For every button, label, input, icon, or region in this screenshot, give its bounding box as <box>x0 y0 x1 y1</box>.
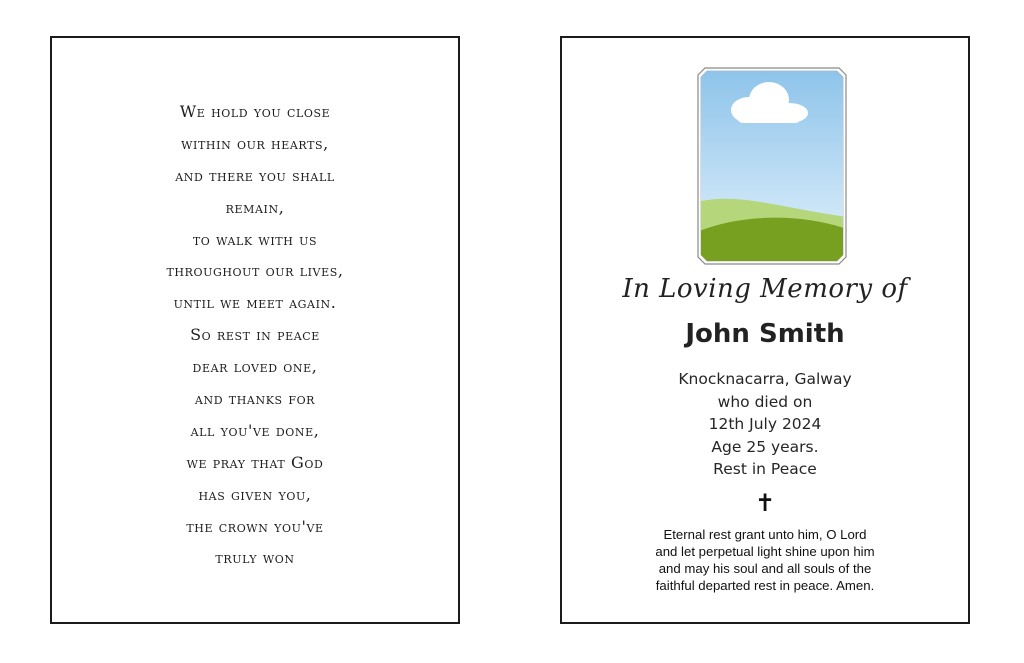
poem-line: and thanks for <box>194 389 316 409</box>
memorial-card <box>560 36 970 624</box>
poem-line: has given you, <box>198 484 312 504</box>
poem-line: and there you shall <box>175 165 335 185</box>
detail-address: Knocknacarra, Galway <box>678 370 852 388</box>
prayer-line: and let perpetual light shine upon him <box>655 544 875 559</box>
poem-line: within our hearts, <box>181 133 329 153</box>
poem-verse <box>52 96 458 574</box>
poem-card <box>50 36 460 624</box>
poem-line: throughout our lives, <box>166 261 344 281</box>
poem-line: we pray that God <box>186 452 324 472</box>
memorial-details <box>562 368 968 481</box>
detail-date: 12th July 2024 <box>708 415 822 434</box>
detail-rest-in-peace: Rest in Peace <box>713 460 817 479</box>
detail-age: Age 25 years. <box>711 437 819 456</box>
landscape-placeholder-icon[interactable] <box>697 67 847 265</box>
poem-line: We hold you close <box>179 102 331 121</box>
poem-line: So rest in peace <box>190 325 320 345</box>
prayer-line: Eternal rest grant unto him, O Lord <box>663 527 867 542</box>
poem-line: the crown you've <box>186 516 324 536</box>
cross-icon: ✝ <box>754 489 776 517</box>
poem-line: dear loved one, <box>192 357 318 377</box>
poem-line: remain, <box>225 197 285 217</box>
poem-line: to walk with us <box>192 229 318 249</box>
prayer-line: faithful departed rest in peace. Amen. <box>655 578 875 593</box>
poem-line: until we meet again. <box>173 293 337 313</box>
deceased-name: John Smith <box>685 319 845 349</box>
in-loving-memory-heading: In Loving Memory of <box>622 274 908 304</box>
detail-died-on: who died on <box>717 392 813 411</box>
prayer-text <box>562 526 968 594</box>
poem-line: all you've done, <box>190 420 320 440</box>
prayer-line: and may his soul and all souls of the <box>658 561 872 576</box>
poem-line: truly won <box>215 548 295 568</box>
